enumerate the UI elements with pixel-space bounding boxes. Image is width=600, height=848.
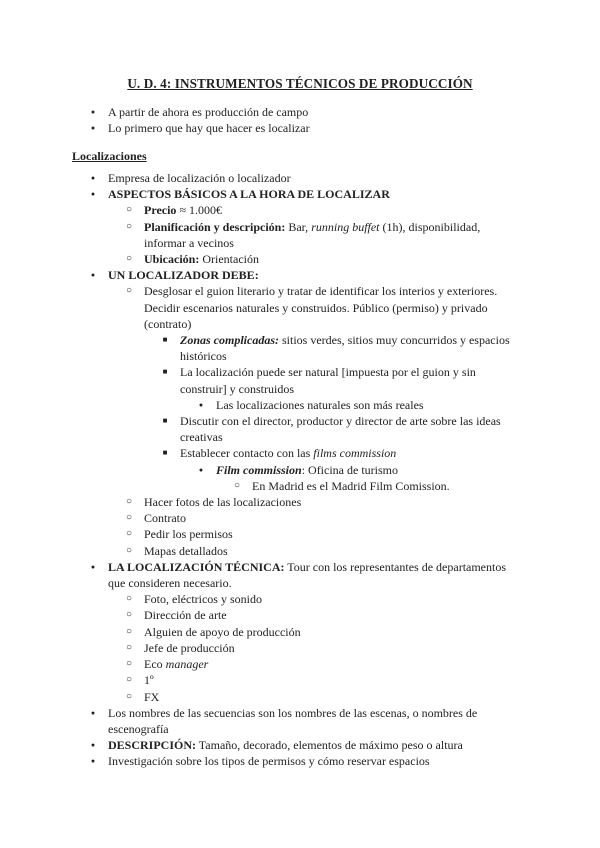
circle-bullet-icon xyxy=(122,689,136,705)
section-heading: Localizaciones xyxy=(72,149,147,163)
list-item: ■ Establecer contacto con las films commission xyxy=(0,445,600,461)
list-item: ○ Hacer fotos de las localizaciones xyxy=(0,494,600,510)
list-item: ● Lo primero que hay que hacer es localizar xyxy=(0,120,600,136)
bullet-icon xyxy=(86,170,100,186)
list-item: ● Los nombres de las secuencias son los nombres de las escenas, o nombres de escenografía xyxy=(0,705,600,737)
list-item: ● LA LOCALIZACIÓN TÉCNICA: Tour con los representantes de departamentos que consideren necesario. xyxy=(0,559,600,591)
bullet-icon xyxy=(86,267,100,283)
list-item: ○ Contrato xyxy=(0,510,600,526)
bullet-icon xyxy=(86,559,100,575)
circle-bullet-icon xyxy=(122,202,136,218)
circle-bullet-icon xyxy=(230,478,244,494)
list-item: ○ Ubicación: Orientación xyxy=(0,251,600,267)
intro-list xyxy=(0,104,600,136)
bullet-icon xyxy=(194,462,208,478)
circle-bullet-icon xyxy=(122,283,136,299)
page-title: U. D. 4: INSTRUMENTOS TÉCNICOS DE PRODUCCIÓN xyxy=(127,76,473,91)
list-item: ○ 1º xyxy=(0,672,600,688)
list-item: ● DESCRIPCIÓN: Tamaño, decorado, elementos de máximo peso o altura xyxy=(0,737,600,753)
circle-bullet-icon xyxy=(122,219,136,235)
circle-bullet-icon xyxy=(122,510,136,526)
list-item: ○ Planificación y descripción: Bar, running buffet (1h), disponibilidad, informar a vecinos xyxy=(0,219,600,251)
list-item: ■ Discutir con el director, productor y director de arte sobre las ideas creativas xyxy=(0,413,600,445)
list-item: ● UN LOCALIZADOR DEBE: xyxy=(0,267,600,283)
list-item: ■ Zonas complicadas: sitios verdes, sitios muy concurridos y espacios históricos xyxy=(0,332,600,364)
list-item: ● Investigación sobre los tipos de permisos y cómo reservar espacios xyxy=(0,753,600,769)
bullet-icon xyxy=(86,705,100,721)
list-item: ○ Foto, eléctricos y sonido xyxy=(0,591,600,607)
bullet-icon xyxy=(86,104,100,120)
circle-bullet-icon xyxy=(122,672,136,688)
circle-bullet-icon xyxy=(122,251,136,267)
list-item: ● Las localizaciones naturales son más reales xyxy=(0,397,600,413)
bullet-icon xyxy=(86,737,100,753)
circle-bullet-icon xyxy=(122,543,136,559)
list-item: ○ FX xyxy=(0,689,600,705)
list-item: ○ Jefe de producción xyxy=(0,640,600,656)
circle-bullet-icon xyxy=(122,656,136,672)
list-item: ○ Mapas detallados xyxy=(0,543,600,559)
list-item: ○ Desglosar el guion literario y tratar de identificar los interios y exteriores. Decidir escenarios naturales y construidos. Público (permiso) y privado (contrato) xyxy=(0,283,600,332)
square-bullet-icon xyxy=(158,413,172,429)
square-bullet-icon xyxy=(158,445,172,461)
list-item: ● A partir de ahora es producción de campo xyxy=(0,104,600,120)
square-bullet-icon xyxy=(158,332,172,348)
bullet-icon xyxy=(86,120,100,136)
list-item: ○ Eco manager xyxy=(0,656,600,672)
circle-bullet-icon xyxy=(122,640,136,656)
list-item: ○ Precio ≈ 1.000€ xyxy=(0,202,600,218)
square-bullet-icon xyxy=(158,364,172,380)
bullet-icon xyxy=(86,186,100,202)
list-item: ■ La localización puede ser natural [impuesta por el guion y sin construir] y construidos xyxy=(0,364,600,396)
list-item: ○ Pedir los permisos xyxy=(0,526,600,542)
circle-bullet-icon xyxy=(122,624,136,640)
bullet-icon xyxy=(86,753,100,769)
list-item: ● Empresa de localización o localizador xyxy=(0,170,600,186)
bullet-icon xyxy=(194,397,208,413)
circle-bullet-icon xyxy=(122,494,136,510)
list-item: ● Film commission: Oficina de turismo xyxy=(0,462,600,478)
list-item: ○ Alguien de apoyo de producción xyxy=(0,624,600,640)
list-item: ○ Dirección de arte xyxy=(0,607,600,623)
circle-bullet-icon xyxy=(122,591,136,607)
list-item: ○ En Madrid es el Madrid Film Comission. xyxy=(0,478,600,494)
circle-bullet-icon xyxy=(122,607,136,623)
circle-bullet-icon xyxy=(122,526,136,542)
main-list xyxy=(0,170,600,770)
list-item: ● ASPECTOS BÁSICOS A LA HORA DE LOCALIZAR xyxy=(0,186,600,202)
